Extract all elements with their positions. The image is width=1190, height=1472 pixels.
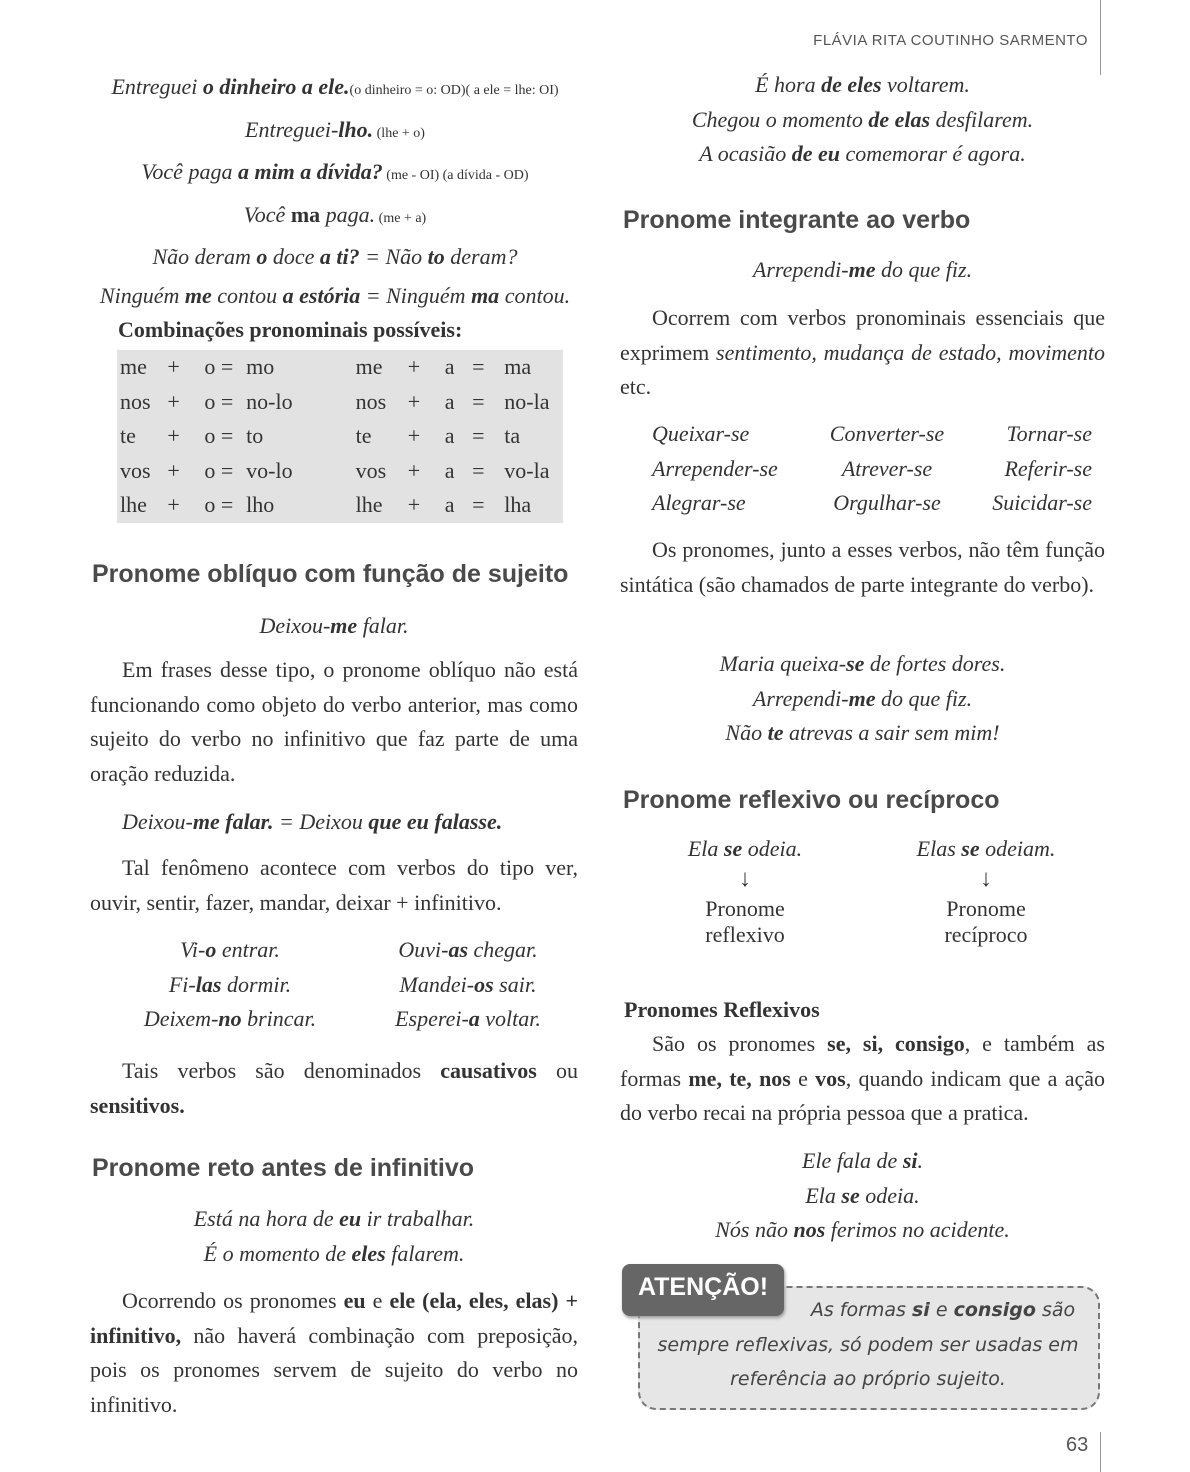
combination-cell: +	[407, 388, 421, 414]
example-line	[120, 968, 340, 1003]
examples-right	[358, 933, 578, 1037]
text-segment: etc.	[620, 374, 652, 399]
combination-cell: no-la	[504, 388, 550, 414]
subheading: Pronomes Reflexivos	[624, 997, 820, 1022]
example-line	[620, 68, 1105, 103]
text-segment: Nós não	[715, 1217, 794, 1242]
reflexive-diagram	[640, 834, 850, 948]
paragraph	[620, 301, 1105, 405]
text-segment: desfilarem.	[930, 106, 1034, 132]
text-segment: comemorar é agora.	[839, 141, 1026, 166]
text-segment: a mim a dívida?	[237, 159, 383, 184]
running-title: FLÁVIA RITA COUTINHO SARMENTO	[813, 32, 1088, 49]
example-line	[620, 1144, 1105, 1179]
text-segment: Mandei-	[399, 971, 475, 997]
text-segment: deram?	[444, 244, 518, 269]
combination-cell: ma	[504, 354, 532, 380]
combination-cell: +	[167, 354, 180, 380]
combination-cell: +	[167, 457, 180, 483]
text-segment: = Não	[359, 244, 428, 269]
example-line	[620, 253, 1105, 288]
text-segment: Arrependi-	[752, 685, 849, 711]
combination-cell: =	[472, 388, 485, 414]
text-segment: si	[902, 1148, 918, 1173]
text-segment: Ouvi-	[398, 937, 449, 962]
text-segment: Você	[243, 201, 291, 227]
text-segment: sair.	[493, 971, 537, 997]
combination-row	[117, 350, 563, 385]
text-segment: Esperei-	[395, 1006, 469, 1031]
text-segment: o dinheiro a ele.	[202, 74, 350, 99]
text-segment: ma	[290, 201, 321, 227]
text-segment: odeia.	[859, 1182, 920, 1208]
combination-row	[117, 454, 563, 489]
text-segment: de eles	[821, 72, 882, 97]
text-segment: se	[841, 1182, 860, 1208]
paragraph	[90, 1284, 578, 1422]
combination-cell: lho	[246, 492, 275, 518]
text-segment: , e também as formas	[620, 1031, 1105, 1091]
text-segment: ferimos no acidente.	[825, 1217, 1010, 1242]
combination-cell: te	[120, 423, 136, 449]
text-segment: atrevas a sair sem mim!	[783, 720, 1000, 745]
down-arrow-icon: ↓	[980, 866, 992, 892]
text-segment: Ninguém	[99, 282, 185, 308]
text-segment: o	[256, 244, 268, 269]
combination-cell: =	[472, 354, 485, 380]
text-segment: São os pronomes	[652, 1031, 828, 1056]
examples	[620, 647, 1105, 751]
text-segment: Vi-	[180, 937, 206, 962]
text-segment: odeiam.	[979, 836, 1056, 861]
text-segment: vos	[815, 1065, 846, 1091]
text-segment: e	[365, 1288, 390, 1313]
paragraph	[90, 653, 578, 791]
text-segment: eles	[351, 1240, 386, 1266]
combination-cell: o =	[204, 388, 234, 414]
combination-cell: te	[355, 423, 372, 449]
text-segment: do que fiz.	[875, 685, 973, 711]
text-segment: Tal fenômeno acontece com verbos do tipo	[122, 855, 546, 880]
text-segment: ou	[536, 1058, 579, 1083]
combination-cell: me	[120, 354, 147, 380]
text-segment: ma	[471, 282, 500, 308]
text-segment: Deixou-	[259, 613, 331, 638]
text-segment: sentimento, mudança de estado, movimento	[716, 339, 1105, 365]
example-line	[358, 933, 578, 968]
example-line	[80, 70, 590, 109]
text-segment: Arrependi-	[752, 257, 849, 282]
attention-tag: ATENÇÃO!	[622, 1264, 784, 1316]
text-segment: dormir.	[221, 971, 292, 997]
text-segment: Em frases desse tipo, o pronome oblíquo não está funcionando como objeto do verbo anterior, mas como sujeito do verbo no infinitivo que faz parte de uma oração reduzida.	[90, 657, 578, 786]
text-segment: .	[495, 889, 502, 915]
text-segment: que eu falasse.	[368, 809, 503, 834]
examples	[620, 1144, 1105, 1248]
verb-item: Converter-se	[829, 421, 945, 446]
text-segment: me, te, nos	[688, 1065, 791, 1091]
text-segment: não haverá combinação com preposição, pois os pronomes servem de sujeito do verbo no infinitivo.	[90, 1322, 578, 1417]
text-segment: de fortes dores.	[864, 651, 1006, 676]
example-line	[90, 1202, 578, 1237]
combination-cell: o =	[204, 457, 234, 483]
combination-cell: nos	[355, 388, 387, 414]
text-segment: las	[195, 971, 222, 997]
text-segment: as	[448, 937, 468, 962]
example-line	[620, 647, 1105, 682]
text-segment: falarem.	[385, 1240, 465, 1266]
paragraph	[620, 533, 1105, 602]
text-segment: consigo	[953, 1299, 1036, 1321]
verb-item: Referir-se	[1004, 455, 1092, 481]
text-segment: brincar.	[241, 1006, 317, 1031]
text-segment: = Deixou	[273, 809, 369, 834]
text-segment: eu	[343, 1288, 366, 1313]
combination-cell: lhe	[120, 492, 147, 518]
text-segment: me	[848, 685, 876, 711]
combination-cell: a	[444, 388, 455, 414]
text-segment: entrar.	[216, 937, 280, 962]
page-number: 63	[1066, 1434, 1089, 1456]
text-segment: contou	[211, 282, 283, 308]
paragraph	[620, 1027, 1105, 1131]
text-segment: , quando indicam que a ação do verbo recai na própria pessoa que a pratica.	[620, 1065, 1106, 1125]
text-segment: Deixem-	[143, 1006, 219, 1031]
example-line	[620, 682, 1105, 717]
example-line	[620, 137, 1105, 172]
example-line	[80, 198, 590, 237]
example-line	[90, 1237, 578, 1272]
text-segment: a ti?	[319, 244, 360, 269]
text-segment: A ocasião	[699, 141, 792, 166]
combinations-title: Combinações pronominais possíveis:	[118, 317, 463, 342]
combination-row	[117, 419, 563, 454]
combination-cell: o =	[204, 423, 234, 449]
text-segment: (me - OI) (a dívida - OD)	[382, 168, 529, 183]
text-segment: são sempre reflexivas, só podem ser usadas em referência ao próprio sujeito.	[657, 1299, 1079, 1390]
combination-cell: =	[472, 457, 485, 483]
example-line	[120, 933, 340, 968]
combination-cell: vos	[355, 457, 387, 483]
text-segment: eu	[339, 1206, 362, 1231]
combination-cell: a	[444, 457, 455, 483]
text-segment: = Ninguém	[360, 282, 472, 308]
verb-item: Orgulhar-se	[833, 490, 941, 515]
text-segment: a estória	[282, 282, 361, 308]
text-segment: Deixou-	[122, 809, 193, 834]
text-segment: Elas	[916, 836, 962, 861]
text-segment: .	[917, 1148, 923, 1173]
combination-cell: mo	[246, 354, 275, 380]
text-segment: no	[218, 1006, 242, 1031]
text-segment: Não deram	[152, 244, 257, 269]
text-segment: o	[205, 937, 217, 962]
combination-cell: nos	[120, 388, 151, 414]
text-segment: odeia.	[742, 836, 803, 861]
text-segment: sensitivos.	[90, 1092, 185, 1118]
example-line	[620, 103, 1105, 138]
text-segment: contou.	[499, 282, 571, 308]
example-line	[358, 1002, 578, 1037]
example-line	[80, 240, 590, 275]
text-segment: me	[848, 257, 876, 282]
text-segment: lho.	[338, 116, 374, 142]
example-line	[358, 968, 578, 1003]
combination-cell: =	[472, 423, 485, 449]
example-line	[122, 805, 502, 840]
text-segment: (lhe + o)	[373, 125, 425, 141]
combination-cell: +	[407, 457, 421, 483]
text-segment: Fi-	[168, 971, 196, 997]
text-segment: Os pronomes, junto a esses verbos, não têm função sintática (são chamados de parte integrante do verbo).	[620, 537, 1105, 597]
text-segment: ele (ela, eles, elas) + infinitivo,	[90, 1288, 578, 1348]
combination-cell: a	[444, 492, 455, 518]
section-heading: Pronome integrante ao verbo	[623, 206, 971, 234]
combination-cell: ta	[504, 423, 521, 449]
text-segment: me falar.	[192, 809, 274, 834]
text-segment: (me + a)	[375, 210, 427, 226]
verb-item: Tornar-se	[1006, 421, 1092, 446]
text-segment: voltarem.	[881, 72, 970, 97]
text-segment: Não	[725, 720, 768, 745]
verb-item: Queixar-se	[652, 421, 750, 446]
text-segment: a	[468, 1006, 480, 1031]
combination-row	[117, 385, 563, 420]
text-segment: nos	[793, 1217, 826, 1242]
combinations-table	[117, 350, 563, 523]
attention-content	[658, 1299, 1079, 1390]
text-segment: Chegou o momento	[691, 106, 869, 132]
attention-text	[640, 1293, 1096, 1397]
text-segment: As formas	[810, 1299, 912, 1321]
section-heading: Pronome reto antes de infinitivo	[92, 1154, 474, 1182]
label: reflexivo	[705, 922, 785, 947]
label: Pronome	[946, 896, 1026, 921]
combination-cell: +	[407, 423, 421, 449]
combination-cell: lhe	[355, 492, 383, 518]
section-heading: Pronome oblíquo com função de sujeito	[92, 560, 569, 588]
text-segment: se	[846, 651, 865, 676]
text-segment: ir trabalhar.	[361, 1206, 475, 1231]
combination-cell: +	[407, 354, 421, 380]
paragraph	[90, 1054, 578, 1123]
text-segment: os	[474, 971, 494, 997]
text-segment: me	[184, 282, 212, 308]
example-line	[640, 834, 850, 864]
verb-item: Alegrar-se	[652, 490, 746, 515]
text-segment: e	[790, 1065, 816, 1091]
text-segment: chegar.	[468, 937, 538, 962]
text-segment: se	[961, 836, 980, 861]
verb-item: Atrever-se	[841, 455, 933, 481]
text-segment: voltar.	[479, 1006, 541, 1031]
text-segment: Tais verbos são denominados	[122, 1058, 441, 1083]
text-segment: e	[929, 1299, 954, 1321]
text-segment: Ela	[687, 836, 724, 861]
combination-cell: +	[167, 388, 180, 414]
example-line	[880, 834, 1092, 864]
text-segment: Você paga	[141, 159, 238, 184]
top-examples	[620, 68, 1105, 172]
example-line	[80, 279, 590, 314]
combination-cell: me	[355, 354, 383, 380]
example-line	[80, 113, 590, 152]
text-segment: do que fiz.	[875, 257, 973, 282]
text-segment: paga.	[320, 201, 376, 227]
intro-examples	[80, 70, 590, 313]
text-segment: Maria queixa-	[719, 651, 847, 676]
text-segment: É o momento de	[203, 1240, 352, 1266]
text-segment: me	[330, 613, 358, 638]
combination-cell: o =	[204, 492, 234, 518]
combination-cell: +	[167, 492, 180, 518]
combination-cell: =	[472, 492, 485, 518]
text-segment: se, si, consigo	[827, 1031, 965, 1056]
label: recíproco	[944, 922, 1028, 947]
label: Pronome	[705, 896, 785, 921]
header-divider	[1100, 0, 1101, 75]
combination-cell: vo-la	[504, 457, 550, 483]
text-segment: É hora	[755, 72, 822, 97]
combination-row	[117, 488, 563, 523]
example-line	[620, 716, 1105, 751]
combination-cell: +	[167, 423, 180, 449]
verb-item: Suicidar-se	[992, 490, 1092, 515]
combination-cell: +	[407, 492, 421, 518]
text-segment: doce	[267, 244, 320, 269]
example-line	[80, 155, 590, 194]
text-segment: se	[723, 836, 743, 861]
text-segment: falar.	[357, 613, 409, 638]
combination-cell: o =	[204, 354, 234, 380]
combination-cell: a	[444, 354, 455, 380]
text-segment: de eu	[791, 141, 840, 166]
examples-left	[120, 933, 340, 1037]
verb-item: Arrepender-se	[652, 455, 778, 481]
combination-cell: to	[246, 423, 264, 449]
text-segment: si	[912, 1299, 930, 1321]
text-segment: Entreguei	[111, 74, 203, 99]
example-line	[120, 1002, 340, 1037]
text-segment: Ocorrem com verbos pronominais essenciais que exprimem	[620, 305, 1105, 365]
text-segment: Ela	[805, 1182, 842, 1208]
text-segment: Ele fala de	[802, 1148, 903, 1173]
combination-cell: a	[444, 423, 455, 449]
paragraph	[90, 851, 578, 920]
example-line	[90, 609, 578, 644]
reciprocal-diagram	[880, 834, 1092, 948]
text-segment: to	[427, 244, 445, 269]
section-heading: Pronome reflexivo ou recíproco	[623, 786, 1000, 814]
text-segment: causativos	[440, 1058, 537, 1083]
footer-divider	[1100, 1432, 1101, 1472]
text-segment: te	[767, 720, 784, 745]
combination-cell: no-lo	[246, 388, 293, 414]
combination-cell: vo-lo	[246, 457, 293, 483]
combination-cell: lha	[504, 492, 532, 518]
examples	[90, 1202, 578, 1271]
text-segment: de elas	[868, 106, 931, 132]
text-segment: Ocorrendo os pronomes	[122, 1288, 344, 1313]
example-line	[620, 1213, 1105, 1248]
text-segment: Entreguei-	[245, 116, 339, 142]
down-arrow-icon: ↓	[739, 866, 751, 892]
text-segment: (o dinheiro = o: OD)( a ele = lhe: OI)	[349, 83, 559, 98]
example-line	[620, 1179, 1105, 1214]
text-segment: Está na hora de	[193, 1206, 340, 1231]
text-segment: ver, ouvir, sentir, fazer, mandar, deixar + infinitivo	[90, 855, 578, 915]
combination-cell: vos	[120, 457, 151, 483]
